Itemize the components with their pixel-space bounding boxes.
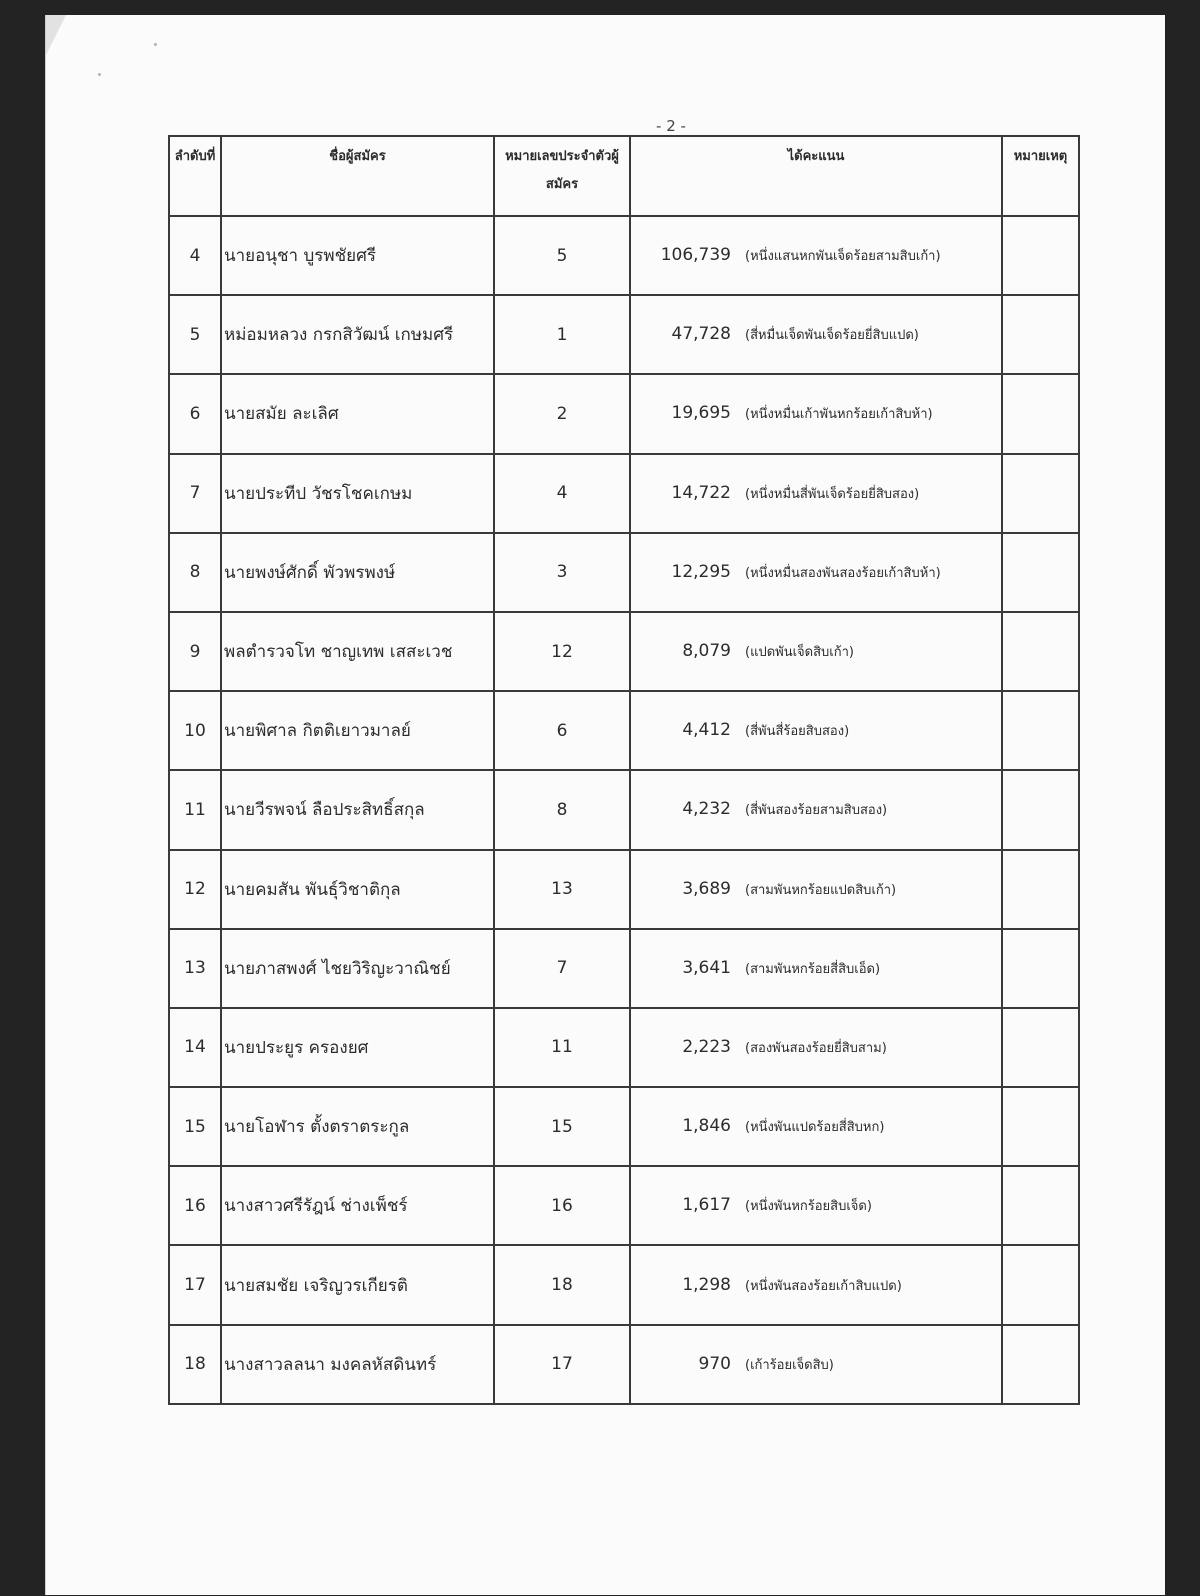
table-body xyxy=(169,216,1079,1404)
table-row xyxy=(169,1325,1079,1404)
cell-seq: 14 xyxy=(169,1008,221,1087)
table-row xyxy=(169,454,1079,533)
cell-candidate-name: หม่อมหลวง กรกสิวัฒน์ เกษมศรี xyxy=(221,295,494,374)
score-number: 1,846 xyxy=(682,1116,731,1137)
score-number: 3,689 xyxy=(682,878,731,899)
header-score: ได้คะแนน xyxy=(630,136,1002,216)
document-page xyxy=(45,15,1165,1595)
table-row xyxy=(169,533,1079,612)
cell-score xyxy=(630,1087,1002,1166)
table-row xyxy=(169,691,1079,770)
cell-seq: 8 xyxy=(169,533,221,612)
table-row xyxy=(169,295,1079,374)
score-in-words: (สามพันหกร้อยแปดสิบเก้า) xyxy=(745,882,897,898)
cell-candidate-number: 13 xyxy=(494,850,630,929)
cell-candidate-number: 5 xyxy=(494,216,630,295)
score-in-words: (หนึ่งหมื่นเก้าพันหกร้อยเก้าสิบห้า) xyxy=(745,407,933,423)
cell-candidate-name: นายสมชัย เจริญวรเกียรติ xyxy=(221,1245,494,1324)
cell-seq: 17 xyxy=(169,1245,221,1324)
cell-candidate-name: นายคมสัน พันธุ์วิชาติกุล xyxy=(221,850,494,929)
cell-note xyxy=(1002,533,1079,612)
score-number: 3,641 xyxy=(682,957,731,978)
table-row xyxy=(169,216,1079,295)
score-number: 19,695 xyxy=(671,403,731,424)
cell-score xyxy=(630,612,1002,691)
cell-candidate-number: 7 xyxy=(494,929,630,1008)
score-in-words: (สี่หมื่นเจ็ดพันเจ็ดร้อยยี่สิบแปด) xyxy=(745,328,919,344)
header-seq: ลำดับที่ xyxy=(169,136,221,216)
table-row xyxy=(169,770,1079,849)
cell-note xyxy=(1002,216,1079,295)
cell-note xyxy=(1002,1087,1079,1166)
scan-speck xyxy=(154,43,157,46)
cell-score xyxy=(630,1245,1002,1324)
cell-seq: 7 xyxy=(169,454,221,533)
cell-score xyxy=(630,691,1002,770)
score-number: 12,295 xyxy=(671,561,731,582)
cell-note xyxy=(1002,691,1079,770)
cell-score xyxy=(630,1008,1002,1087)
cell-candidate-name: นายวีรพจน์ ลือประสิทธิ์สกุล xyxy=(221,770,494,849)
score-number: 4,232 xyxy=(682,799,731,820)
cell-candidate-number: 3 xyxy=(494,533,630,612)
cell-candidate-name: นายภาสพงศ์ ไชยวิริญะวาณิชย์ xyxy=(221,929,494,1008)
cell-candidate-name: พลตำรวจโท ชาญเทพ เสสะเวช xyxy=(221,612,494,691)
cell-candidate-name: นายสมัย ละเลิศ xyxy=(221,374,494,453)
cell-candidate-name: นางสาวศรีรัฎน์ ช่างเพ็ชร์ xyxy=(221,1166,494,1245)
cell-candidate-name: นายพงษ์ศักดิ์ พัวพรพงษ์ xyxy=(221,533,494,612)
cell-score xyxy=(630,850,1002,929)
header-note: หมายเหตุ xyxy=(1002,136,1079,216)
score-in-words: (สามพันหกร้อยสี่สิบเอ็ด) xyxy=(745,961,881,977)
score-number: 4,412 xyxy=(682,720,731,741)
scan-speck xyxy=(98,73,101,76)
cell-score xyxy=(630,295,1002,374)
cell-seq: 12 xyxy=(169,850,221,929)
cell-score xyxy=(630,929,1002,1008)
cell-candidate-number: 16 xyxy=(494,1166,630,1245)
cell-note xyxy=(1002,850,1079,929)
header-name: ชื่อผู้สมัคร xyxy=(221,136,494,216)
cell-score xyxy=(630,1325,1002,1404)
score-number: 970 xyxy=(698,1353,731,1374)
cell-score xyxy=(630,454,1002,533)
score-number: 47,728 xyxy=(671,324,731,345)
cell-candidate-name: นายประยูร ครองยศ xyxy=(221,1008,494,1087)
cell-note xyxy=(1002,770,1079,849)
score-in-words: (หนึ่งแสนหกพันเจ็ดร้อยสามสิบเก้า) xyxy=(745,249,941,265)
cell-candidate-name: นางสาวลลนา มงคลหัสดินทร์ xyxy=(221,1325,494,1404)
cell-seq: 15 xyxy=(169,1087,221,1166)
cell-candidate-number: 11 xyxy=(494,1008,630,1087)
cell-note xyxy=(1002,374,1079,453)
cell-note xyxy=(1002,1166,1079,1245)
cell-candidate-number: 15 xyxy=(494,1087,630,1166)
cell-seq: 18 xyxy=(169,1325,221,1404)
score-in-words: (หนึ่งพันแปดร้อยสี่สิบหก) xyxy=(745,1120,885,1136)
cell-candidate-number: 8 xyxy=(494,770,630,849)
cell-note xyxy=(1002,1325,1079,1404)
cell-note xyxy=(1002,612,1079,691)
cell-score xyxy=(630,374,1002,453)
cell-score xyxy=(630,216,1002,295)
table-row xyxy=(169,929,1079,1008)
score-in-words: (เก้าร้อยเจ็ดสิบ) xyxy=(745,1357,834,1373)
cell-note xyxy=(1002,1245,1079,1324)
cell-candidate-number: 6 xyxy=(494,691,630,770)
cell-candidate-number: 2 xyxy=(494,374,630,453)
cell-note xyxy=(1002,1008,1079,1087)
page-corner-fold xyxy=(46,15,66,55)
cell-candidate-name: นายอนุชา บูรพชัยศรี xyxy=(221,216,494,295)
score-in-words: (หนึ่งหมื่นสองพันสองร้อยเก้าสิบห้า) xyxy=(745,565,941,581)
header-number: หมายเลขประจำตัวผู้สมัคร xyxy=(494,136,630,216)
cell-seq: 4 xyxy=(169,216,221,295)
score-in-words: (แปดพันเจ็ดสิบเก้า) xyxy=(745,645,854,661)
table-row xyxy=(169,1087,1079,1166)
cell-seq: 11 xyxy=(169,770,221,849)
cell-score xyxy=(630,770,1002,849)
cell-candidate-name: นายพิศาล กิตติเยาวมาลย์ xyxy=(221,691,494,770)
page-number: - 2 - xyxy=(656,117,686,135)
cell-candidate-name: นายโอฬาร ตั้งตราตระกูล xyxy=(221,1087,494,1166)
table-row xyxy=(169,1008,1079,1087)
cell-seq: 9 xyxy=(169,612,221,691)
cell-candidate-number: 17 xyxy=(494,1325,630,1404)
results-table xyxy=(168,135,1080,1405)
score-number: 2,223 xyxy=(682,1036,731,1057)
cell-candidate-name: นายประทีป วัชรโชคเกษม xyxy=(221,454,494,533)
table-row xyxy=(169,1166,1079,1245)
score-number: 14,722 xyxy=(671,482,731,503)
cell-note xyxy=(1002,454,1079,533)
score-number: 1,298 xyxy=(682,1274,731,1295)
score-number: 1,617 xyxy=(682,1195,731,1216)
cell-candidate-number: 12 xyxy=(494,612,630,691)
score-in-words: (สี่พันสี่ร้อยสิบสอง) xyxy=(745,724,850,740)
cell-seq: 16 xyxy=(169,1166,221,1245)
table-row xyxy=(169,1245,1079,1324)
cell-seq: 6 xyxy=(169,374,221,453)
cell-candidate-number: 4 xyxy=(494,454,630,533)
cell-score xyxy=(630,533,1002,612)
score-in-words: (หนึ่งพันหกร้อยสิบเจ็ด) xyxy=(745,1199,872,1215)
score-in-words: (หนึ่งหมื่นสี่พันเจ็ดร้อยยี่สิบสอง) xyxy=(745,486,920,502)
cell-seq: 10 xyxy=(169,691,221,770)
table-header-row xyxy=(169,136,1079,216)
cell-seq: 5 xyxy=(169,295,221,374)
cell-seq: 13 xyxy=(169,929,221,1008)
cell-candidate-number: 18 xyxy=(494,1245,630,1324)
table-row xyxy=(169,850,1079,929)
score-number: 8,079 xyxy=(682,641,731,662)
cell-candidate-number: 1 xyxy=(494,295,630,374)
score-number: 106,739 xyxy=(660,245,731,266)
score-in-words: (หนึ่งพันสองร้อยเก้าสิบแปด) xyxy=(745,1278,902,1294)
cell-note xyxy=(1002,929,1079,1008)
table-row xyxy=(169,374,1079,453)
cell-note xyxy=(1002,295,1079,374)
table-row xyxy=(169,612,1079,691)
score-in-words: (สองพันสองร้อยยี่สิบสาม) xyxy=(745,1040,887,1056)
cell-score xyxy=(630,1166,1002,1245)
score-in-words: (สี่พันสองร้อยสามสิบสอง) xyxy=(745,803,888,819)
